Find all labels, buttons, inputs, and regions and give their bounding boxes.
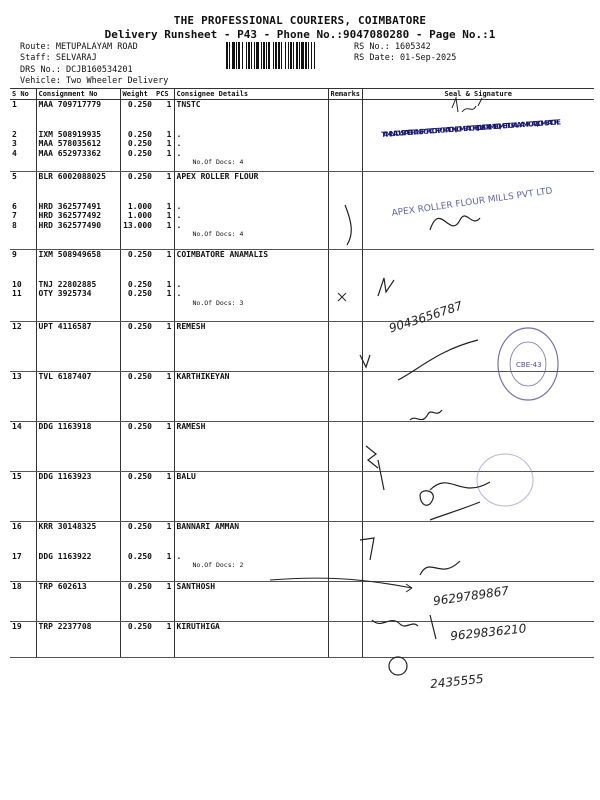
cell-weight (120, 582, 154, 622)
barcode-bar (238, 42, 240, 69)
docs-count: No.Of Docs: 3 (192, 298, 244, 307)
cell-consignment (36, 322, 120, 372)
cell-consignee (174, 372, 328, 422)
cell-pcs-value: 1 (166, 372, 172, 381)
col-consignee: Consignee Details (174, 89, 328, 100)
staff-label: Staff: SELVARAJ (20, 53, 97, 63)
cell-consignment (36, 100, 120, 172)
cell-sno-value: 15 (12, 472, 22, 481)
cell-pcs (154, 522, 174, 582)
cell-weight-value: 0.250 (127, 148, 152, 158)
col-sno: S No (10, 89, 36, 100)
cell-consignee-value: . (176, 279, 182, 289)
cell-seal (362, 582, 594, 622)
cell-remarks (328, 322, 362, 372)
cell-consignee-value: BANNARI AMMAN (176, 522, 240, 531)
cell-pcs (154, 582, 174, 622)
cell-sno (10, 422, 36, 472)
cell-weight-value: 0.250 (127, 422, 152, 431)
cell-weight (120, 472, 154, 522)
cell-weight-value: 1.000 (127, 201, 152, 211)
cell-remarks (328, 372, 362, 422)
cell-weight (120, 622, 154, 658)
cell-sno (10, 322, 36, 372)
cell-consignment-value: IXM 508949658 (38, 250, 102, 259)
cell-consignment-value: UPT 4116587 (38, 322, 92, 331)
cell-consignee-value: TNSTC (176, 100, 201, 109)
barcode-bar (281, 42, 282, 69)
cell-remarks (328, 622, 362, 658)
cell-consignee-value: . (176, 551, 182, 561)
cell-consignment-value: DDG 1163922 (38, 551, 92, 561)
barcode-bar (296, 42, 298, 69)
barcode-bar (242, 42, 243, 69)
table-row (10, 250, 594, 322)
cell-pcs-value: 1 (166, 422, 172, 431)
cell-weight (120, 100, 154, 172)
cell-consignment-value: KRR 30148325 (38, 522, 97, 531)
runsheet-table (10, 88, 594, 658)
cell-sno-value: 14 (12, 422, 22, 431)
cell-consignment (36, 472, 120, 522)
barcode-bar (263, 42, 265, 69)
barcode-bar (305, 42, 307, 69)
cell-weight-value: 1.000 (127, 211, 152, 220)
barcode-bar (261, 42, 262, 69)
table-row (10, 172, 594, 250)
cell-consignee (174, 322, 328, 372)
cell-weight-value: 0.250 (127, 129, 152, 139)
cell-remarks (328, 522, 362, 582)
barcode-bar (251, 42, 252, 69)
cell-sno (10, 582, 36, 622)
table-row (10, 422, 594, 472)
cell-consignment-value: OTY 3925734 (38, 289, 92, 298)
barcode-image (226, 42, 350, 69)
cell-seal (362, 622, 594, 658)
sig19-phone: 2435555 (429, 671, 485, 692)
cell-weight-value: 0.250 (127, 622, 152, 631)
cell-consignment-value: TRP 602613 (38, 582, 87, 591)
cell-sno-value: 18 (12, 582, 22, 591)
cell-seal (362, 372, 594, 422)
cell-sno (10, 100, 36, 172)
cell-consignment-value: DDG 1163923 (38, 472, 92, 481)
barcode-bar (273, 42, 274, 69)
docs-count: No.Of Docs: 2 (192, 561, 244, 569)
cell-consignment-value: TVL 6187407 (38, 372, 92, 381)
table-row (10, 322, 594, 372)
cell-sno-value: 9 (12, 250, 17, 259)
barcode-bar (301, 42, 304, 69)
barcode-bar (254, 42, 255, 69)
cell-pcs-value: 1 (166, 551, 172, 561)
route-label: Route: METUPALAYAM ROAD (20, 42, 138, 52)
cell-remarks (328, 472, 362, 522)
cell-weight-value: 0.250 (127, 322, 152, 331)
cell-weight (120, 172, 154, 250)
cell-weight (120, 372, 154, 422)
barcode-bar (236, 42, 237, 69)
cell-sno-value: 19 (12, 622, 22, 631)
vehicle-label: Vehicle: Two Wheeler Delivery (20, 76, 169, 86)
cell-sno (10, 472, 36, 522)
cell-pcs (154, 372, 174, 422)
cell-pcs (154, 172, 174, 250)
cell-consignee (174, 622, 328, 658)
cell-pcs-value: 1 (166, 279, 172, 289)
cell-pcs-value: 1 (166, 100, 172, 109)
cell-consignee-value: . (176, 201, 182, 211)
cell-sno-value: 1 (12, 100, 17, 109)
cell-weight-value: 0.250 (127, 522, 152, 531)
col-pcs: PCS (154, 89, 174, 100)
cell-consignee-value: REMESH (176, 322, 206, 331)
cell-consignee (174, 422, 328, 472)
barcode-bar (256, 42, 259, 69)
cell-consignee (174, 522, 328, 582)
cell-weight-value: 13.000 (123, 220, 152, 230)
cell-sno-value: 17 (12, 551, 22, 561)
cell-consignment (36, 522, 120, 582)
sig19-circle (389, 657, 407, 675)
barcode-bar (311, 42, 312, 69)
cell-pcs-value: 1 (166, 622, 172, 631)
company-title: THE PROFESSIONAL COURIERS, COIMBATORE (173, 14, 427, 27)
cell-pcs-value: 1 (166, 201, 172, 211)
cell-weight-value: 0.250 (127, 289, 152, 298)
cell-sno (10, 172, 36, 250)
cell-pcs-value: 1 (166, 582, 172, 591)
docs-count: No.Of Docs: 4 (192, 230, 244, 238)
cell-sno-value: 8 (12, 220, 17, 230)
barcode-bar (232, 42, 235, 69)
cell-remarks (328, 582, 362, 622)
cell-sno-value: 4 (12, 148, 17, 158)
cell-seal (362, 472, 594, 522)
barcode-bar (285, 42, 286, 69)
cell-consignee (174, 250, 328, 322)
cell-consignment-value: MAA 709717779 (38, 100, 102, 109)
table-row (10, 622, 594, 658)
cell-weight-value: 0.250 (127, 139, 152, 148)
cell-consignment-value: DDG 1163918 (38, 422, 92, 431)
table-row (10, 522, 594, 582)
cell-seal (362, 422, 594, 472)
cell-seal (362, 250, 594, 322)
barcode-bar (266, 42, 267, 69)
cell-consignment (36, 172, 120, 250)
cell-weight-value: 0.250 (127, 472, 152, 481)
cell-consignee (174, 100, 328, 172)
barcode-bar (275, 42, 277, 69)
rs-date: RS Date: 01-Sep-2025 (354, 53, 457, 63)
cell-consignment-value: MAA 578035612 (38, 139, 102, 148)
table-header-row (10, 89, 594, 100)
cell-sno (10, 250, 36, 322)
cell-weight-value: 0.250 (127, 172, 152, 181)
cell-seal (362, 522, 594, 582)
cell-consignee-value: KARTHIKEYAN (176, 372, 230, 381)
cell-consignment (36, 422, 120, 472)
sig9-phone: 9043656787 (387, 298, 465, 336)
cell-weight-value: 0.250 (127, 582, 152, 591)
cell-weight-value: 0.250 (127, 100, 152, 109)
cell-sno-value: 6 (12, 201, 17, 211)
barcode-bar (293, 42, 294, 69)
cell-consignee-value: RAMESH (176, 422, 206, 431)
cell-pcs-value: 1 (166, 148, 172, 158)
cell-seal (362, 100, 594, 172)
cell-consignee (174, 172, 328, 250)
cell-consignee-value: . (176, 148, 182, 158)
cell-consignee-value: KIRUTHIGA (176, 622, 220, 631)
cell-consignee-value: BALU (176, 472, 196, 481)
cell-consignment-value: HRD 362577491 (38, 201, 102, 211)
cell-sno (10, 522, 36, 582)
cell-pcs (154, 422, 174, 472)
cell-consignment (36, 582, 120, 622)
cell-pcs-value: 1 (166, 129, 172, 139)
table-row (10, 472, 594, 522)
cell-sno-value: 10 (12, 279, 22, 289)
cell-sno-value: 5 (12, 172, 17, 181)
cell-consignment-value: MAA 652973362 (38, 148, 102, 158)
cell-pcs-value: 1 (166, 472, 172, 481)
cell-pcs-value: 1 (166, 250, 172, 259)
cell-pcs-value: 1 (166, 211, 172, 220)
col-consignment: Consignment No (36, 89, 120, 100)
col-weight: Weight (120, 89, 154, 100)
cell-weight (120, 522, 154, 582)
barcode-bar (308, 42, 309, 69)
cell-consignment-value: HRD 362577492 (38, 211, 102, 220)
cell-consignment-value: BLR 6002088025 (38, 172, 106, 181)
courier-stamp-text: CBE-43 (516, 361, 542, 369)
cell-consignee-value: COIMBATORE ANAMALIS (176, 250, 269, 259)
runsheet-subtitle: Delivery Runsheet - P43 - Phone No.:9047080280 - Page No.:1 (104, 28, 496, 41)
cell-weight-value: 0.250 (127, 250, 152, 259)
barcode-bar (299, 42, 300, 69)
table-row (10, 582, 594, 622)
cell-sno-value: 13 (12, 372, 22, 381)
cell-consignment-value: TRP 2237708 (38, 622, 92, 631)
cell-remarks (328, 250, 362, 322)
drs-label: DRS No.: DCJB160534201 (20, 65, 133, 75)
col-seal-signature: Seal & Signature (362, 89, 594, 100)
cell-consignee (174, 582, 328, 622)
barcode-bar (290, 42, 292, 69)
barcode-bar (226, 42, 228, 69)
docs-count: No.Of Docs: 4 (192, 158, 244, 166)
cell-consignee-value: SANTHOSH (176, 582, 216, 591)
apex-stamp-text: APEX ROLLER FLOUR MILLS PVT LTD (391, 186, 554, 219)
cell-sno-value: 12 (12, 322, 22, 331)
cell-seal (362, 322, 594, 372)
cell-sno-value: 11 (12, 289, 22, 298)
cell-consignment-value: TNJ 22802885 (38, 279, 97, 289)
cell-weight (120, 250, 154, 322)
barcode-bar (246, 42, 247, 69)
sig17-phone: 9629789867 (432, 583, 510, 609)
cell-consignee-value: . (176, 220, 182, 230)
cell-pcs-value: 1 (166, 220, 172, 230)
cell-pcs (154, 250, 174, 322)
cell-consignment (36, 622, 120, 658)
cell-sno (10, 622, 36, 658)
cell-consignee (174, 472, 328, 522)
cell-remarks (328, 422, 362, 472)
cell-pcs (154, 472, 174, 522)
barcode-bar (248, 42, 250, 69)
cell-consignee-value: APEX ROLLER FLOUR (176, 172, 259, 181)
barcode-bar (278, 42, 280, 69)
cell-consignment-value: HRD 362577490 (38, 220, 102, 230)
cell-sno-value: 3 (12, 139, 17, 148)
cell-consignment-value: IXM 508919935 (38, 129, 102, 139)
cell-weight-value: 0.250 (127, 372, 152, 381)
cell-consignment (36, 250, 120, 322)
cell-weight-value: 0.250 (127, 551, 152, 561)
tnstc-stamp-text: TAMIL NADU STATE TRANSPORT CORPORATION (COIMBATORE) DIVISION I LIMITED, METTUPALAYAM ROAD, COIMBATORE (381, 118, 562, 139)
cell-sno-value: 16 (12, 522, 22, 531)
cell-consignee-value: . (176, 129, 182, 139)
barcode-bar (288, 42, 289, 69)
cell-consignee-value: . (176, 289, 182, 298)
cell-consignee-value: . (176, 139, 182, 148)
cell-sno (10, 372, 36, 422)
cell-sno-value: 2 (12, 129, 17, 139)
cell-pcs-value: 1 (166, 322, 172, 331)
cell-pcs (154, 322, 174, 372)
cell-sno-value: 7 (12, 211, 17, 220)
cell-weight-value: 0.250 (127, 279, 152, 289)
table-row (10, 372, 594, 422)
cell-pcs-value: 1 (166, 172, 172, 181)
table-row (10, 100, 594, 172)
cell-pcs (154, 622, 174, 658)
cell-pcs (154, 100, 174, 172)
cell-consignment (36, 372, 120, 422)
cell-pcs-value: 1 (166, 139, 172, 148)
cell-weight (120, 322, 154, 372)
col-remarks: Remarks (328, 89, 362, 100)
cell-weight (120, 422, 154, 472)
barcode-bar (229, 42, 230, 69)
cell-pcs-value: 1 (166, 289, 172, 298)
barcode-bar (314, 42, 315, 69)
cell-pcs-value: 1 (166, 522, 172, 531)
cell-consignee-value: . (176, 211, 182, 220)
barcode-bar (268, 42, 270, 69)
sig18-phone: 9629836210 (449, 621, 528, 644)
rs-number: RS No.: 1605342 (354, 42, 431, 52)
cell-seal (362, 172, 594, 250)
